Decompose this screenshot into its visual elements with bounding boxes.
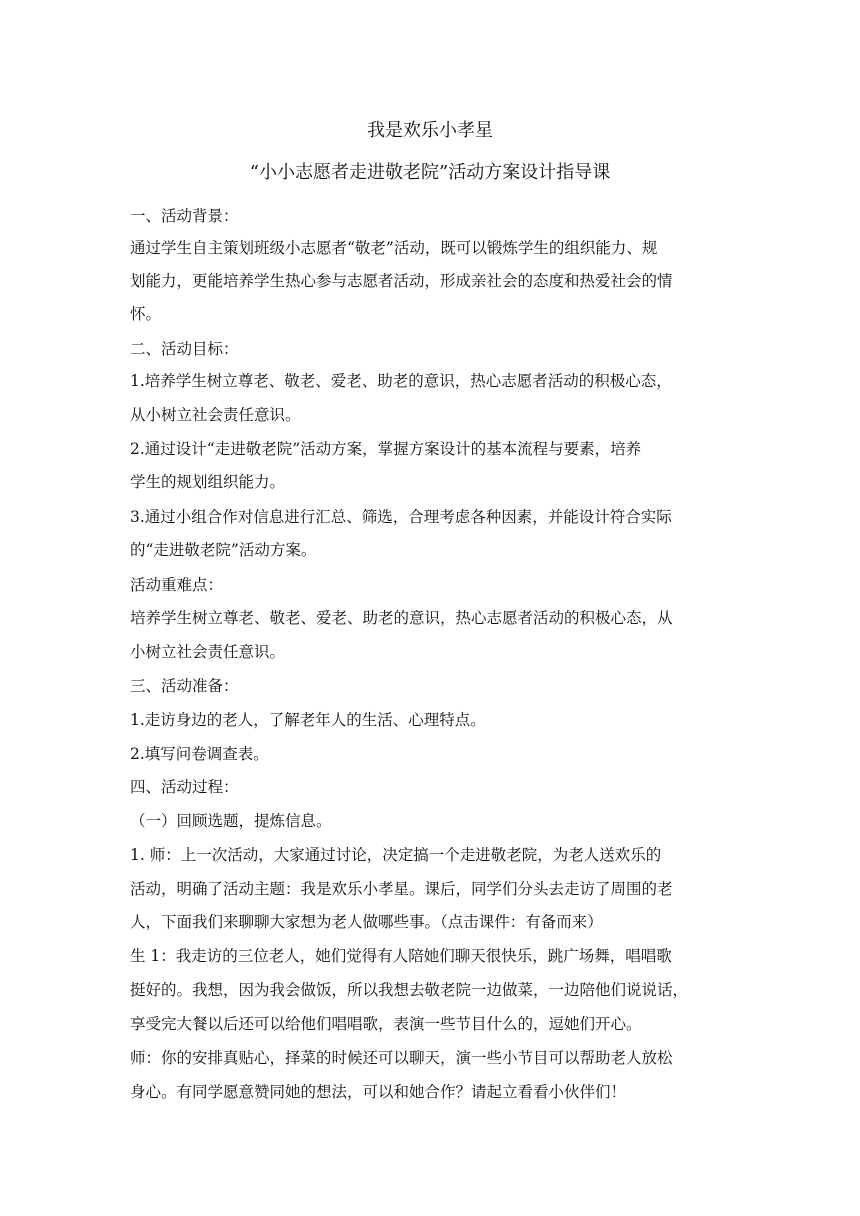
paragraph-line: 培养学生树立尊老、敬老、爱老、助老的意识，热心志愿者活动的积极心态，从 [130, 609, 673, 627]
section-heading-key-points: 活动重难点： [130, 576, 224, 594]
section-heading-process: 四、活动过程： [130, 778, 239, 796]
paragraph-line: 学生的规划组织能力。 [130, 473, 286, 491]
paragraph-line: 1.走访身边的老人，了解老年人的生活、心理特点。 [130, 711, 486, 729]
paragraph-line: 怀。 [130, 305, 162, 323]
subsection-heading: （一）回顾选题，提炼信息。 [130, 812, 332, 830]
paragraph-line: 挺好的。我想，因为我会做饭，所以我想去敬老院一边做菜，一边陪他们说说话， [130, 981, 689, 999]
document-title: 我是欢乐小孝星 [367, 120, 493, 141]
paragraph-line: 享受完大餐以后还可以给他们唱唱歌，表演一些节目什么的，逗她们开心。 [130, 1015, 642, 1033]
paragraph-line: 生 1：我走访的三位老人，她们觉得有人陪她们聊天很快乐，跳广场舞，唱唱歌 [130, 947, 672, 965]
paragraph-line: 的“走进敬老院”活动方案。 [130, 541, 317, 559]
paragraph-line: 通过学生自主策划班级小志愿者“敬老”活动，既可以锻炼学生的组织能力、规 [130, 239, 658, 257]
paragraph-line: 师：你的安排真贴心，择菜的时候还可以聊天，演一些小节目可以帮助老人放松 [130, 1049, 673, 1067]
section-heading-goals: 二、活动目标： [130, 340, 239, 358]
paragraph-line: 2.通过设计“走进敬老院”活动方案，掌握方案设计的基本流程与要素，培养 [130, 440, 642, 458]
paragraph-line: 活动，明确了活动主题：我是欢乐小孝星。课后，同学们分头去走访了周围的老 [130, 880, 673, 898]
paragraph-line: 身心。有同学愿意赞同她的想法，可以和她合作？请起立看看小伙伴们！ [130, 1083, 627, 1101]
paragraph-line: 1. 师：上一次活动，大家通过讨论，决定搞一个走进敬老院，为老人送欢乐的 [130, 846, 662, 864]
paragraph-line: 从小树立社会责任意识。 [130, 406, 301, 424]
paragraph-line: 1.培养学生树立尊老、敬老、爱老、助老的意识，热心志愿者活动的积极心态， [130, 372, 672, 390]
section-heading-background: 一、活动背景： [130, 207, 239, 225]
paragraph-line: 划能力，更能培养学生热心参与志愿者活动，形成亲社会的态度和热爱社会的情 [130, 272, 673, 290]
paragraph-line: 3.通过小组合作对信息进行汇总、筛选，合理考虑各种因素，并能设计符合实际 [130, 508, 672, 526]
document-subtitle: “小小志愿者走进敬老院”活动方案设计指导课 [249, 162, 611, 183]
paragraph-line: 2.填写问卷调查表。 [130, 745, 269, 763]
paragraph-line: 小树立社会责任意识。 [130, 643, 286, 661]
section-heading-preparation: 三、活动准备： [130, 677, 239, 695]
paragraph-line: 人，下面我们来聊聊大家想为老人做哪些事。（点击课件：有备而来） [130, 913, 603, 931]
